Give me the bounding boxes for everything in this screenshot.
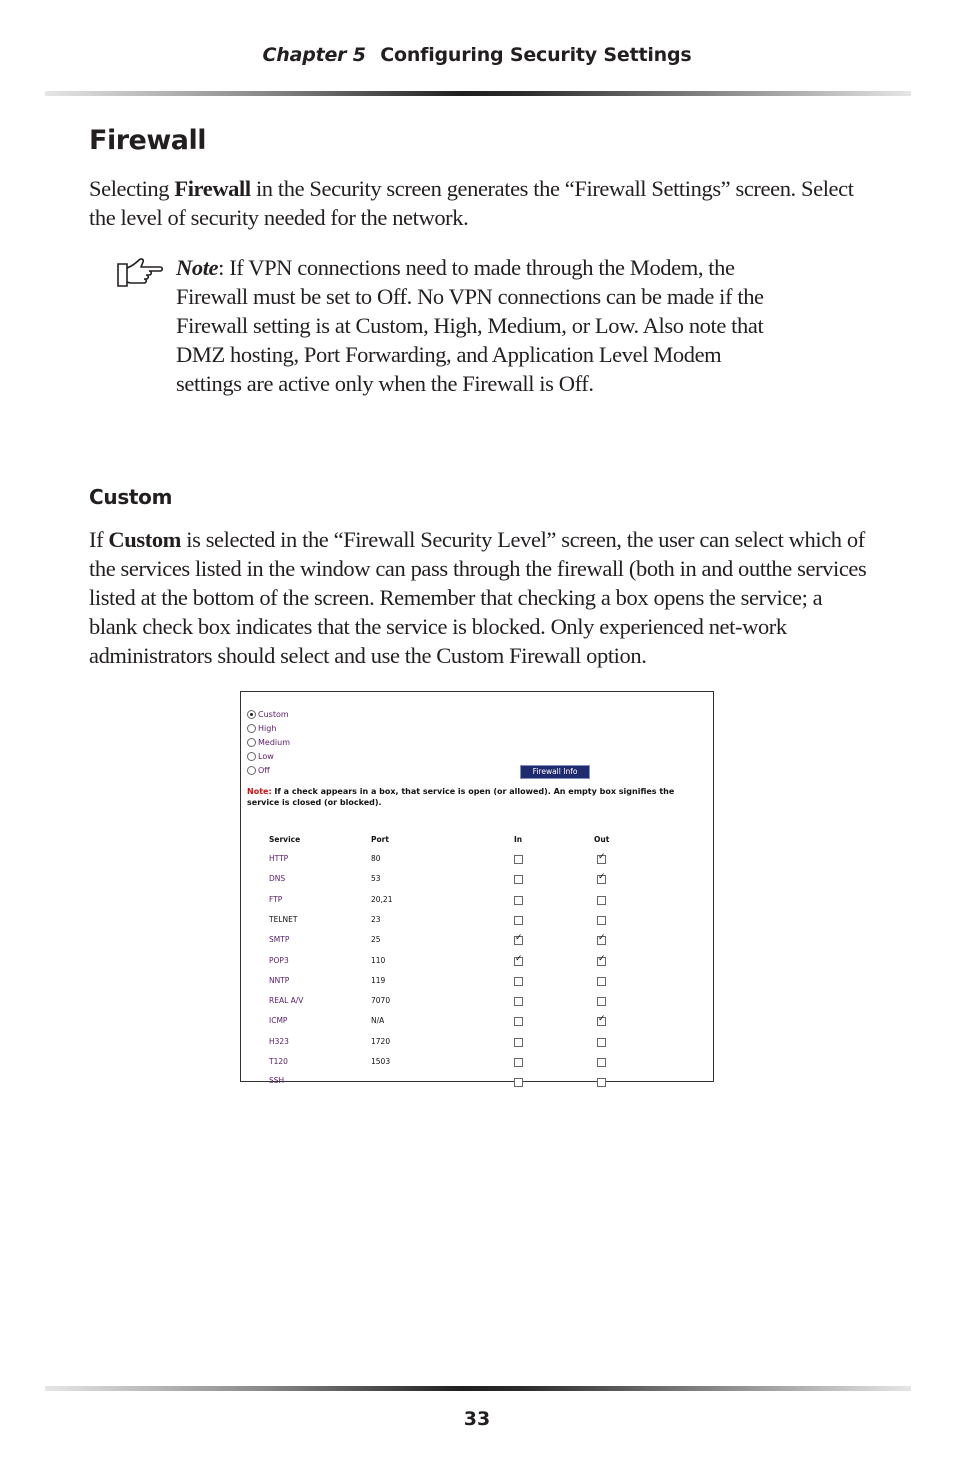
- column-header-in: In: [514, 835, 523, 844]
- in-checkbox[interactable]: [514, 875, 523, 884]
- in-checkbox[interactable]: [514, 855, 523, 864]
- service-port: N/A: [371, 1016, 385, 1025]
- out-checkbox[interactable]: [597, 855, 606, 864]
- service-port: 20,21: [371, 895, 393, 904]
- radio-off[interactable]: Off: [247, 764, 270, 776]
- footer-rule: [45, 1386, 911, 1391]
- in-checkbox[interactable]: [514, 1017, 523, 1026]
- service-port: 1503: [371, 1057, 391, 1066]
- running-header: [0, 44, 954, 66]
- out-checkbox[interactable]: [597, 875, 606, 884]
- intro-paragraph: Selecting Firewall in the Security screen generates the “Firewall Settings” screen. Select the level of security needed for the network.: [89, 176, 854, 230]
- note-block: Note: If VPN connections need to made through the Modem, the Firewall must be set to Off. No VPN connections can be made if the Firewall setting is at Custom, High, Medium, or Low. Also note that DMZ hosting, Port Forwarding, and Application Level Modem settings are active only when the Firewall is Off.: [176, 255, 764, 396]
- screenshot-note: Note: If a check appears in a box, that service is open (or allowed). An empty box signifies the service is closed (or blocked).: [247, 787, 675, 807]
- out-checkbox[interactable]: [597, 1038, 606, 1047]
- out-checkbox[interactable]: [597, 936, 606, 945]
- radio-button[interactable]: [247, 738, 256, 747]
- service-name: H323: [269, 1037, 289, 1046]
- radio-button[interactable]: [247, 724, 256, 733]
- cutoff-row: SSH: [269, 1076, 285, 1085]
- service-name: FTP: [269, 895, 283, 904]
- in-checkbox[interactable]: [514, 1038, 523, 1047]
- service-name: T120: [269, 1057, 288, 1066]
- out-checkbox[interactable]: [597, 997, 606, 1006]
- service-name: DNS: [269, 874, 286, 883]
- out-checkbox[interactable]: [597, 896, 606, 905]
- pointing-hand-icon: [116, 256, 164, 290]
- firewall-info-button[interactable]: Firewall Info: [520, 765, 590, 779]
- out-checkbox[interactable]: [597, 1058, 606, 1067]
- in-checkbox[interactable]: [514, 916, 523, 925]
- service-port: 80: [371, 854, 381, 863]
- service-name: POP3: [269, 956, 289, 965]
- radio-button[interactable]: [247, 752, 256, 761]
- in-checkbox[interactable]: [514, 936, 523, 945]
- chapter-title: Configuring Security Settings: [380, 44, 692, 66]
- out-checkbox[interactable]: [597, 977, 606, 986]
- radio-low[interactable]: Low: [247, 750, 274, 762]
- service-port: 53: [371, 874, 381, 883]
- in-checkbox[interactable]: [514, 896, 523, 905]
- service-port: 110: [371, 956, 386, 965]
- in-checkbox[interactable]: [514, 997, 523, 1006]
- out-checkbox[interactable]: [597, 1078, 606, 1087]
- in-checkbox[interactable]: [514, 1058, 523, 1067]
- service-name: ICMP: [269, 1016, 288, 1025]
- service-name: REAL A/V: [269, 996, 304, 1005]
- service-port: 7070: [371, 996, 391, 1005]
- column-header-out: Out: [594, 835, 610, 844]
- firewall-settings-screenshot: [240, 691, 714, 1085]
- column-header-service: Service: [269, 835, 301, 844]
- custom-paragraph: If Custom is selected in the “Firewall Security Level” screen, the user can select which of the services listed in the window can pass through the firewall (both in and outthe services listed at the bottom of the screen. Remember that checking a box opens the service; a blank check box indicates that the service is blocked. Only experienced net-work administrators should select and use the Custom Firewall option.: [89, 527, 867, 668]
- radio-button[interactable]: [247, 710, 256, 719]
- in-checkbox[interactable]: [514, 977, 523, 986]
- radio-high[interactable]: High: [247, 722, 276, 734]
- radio-button[interactable]: [247, 766, 256, 775]
- service-name: TELNET: [269, 915, 298, 924]
- radio-medium[interactable]: Medium: [247, 736, 290, 748]
- radio-custom[interactable]: Custom: [247, 708, 289, 720]
- out-checkbox[interactable]: [597, 1017, 606, 1026]
- service-name: HTTP: [269, 854, 289, 863]
- chapter-number: Chapter 5: [262, 44, 366, 66]
- subsection-title: Custom: [89, 485, 173, 509]
- header-rule: [45, 91, 911, 96]
- service-name: SMTP: [269, 935, 290, 944]
- page-number: 33: [463, 1408, 491, 1430]
- in-checkbox[interactable]: [514, 957, 523, 966]
- out-checkbox[interactable]: [597, 916, 606, 925]
- service-port: 119: [371, 976, 386, 985]
- section-title: Firewall: [89, 125, 206, 156]
- out-checkbox[interactable]: [597, 957, 606, 966]
- in-checkbox[interactable]: [514, 1078, 523, 1087]
- column-header-port: Port: [371, 835, 389, 844]
- service-name: NNTP: [269, 976, 290, 985]
- service-port: 1720: [371, 1037, 391, 1046]
- service-port: 23: [371, 915, 381, 924]
- service-port: 25: [371, 935, 381, 944]
